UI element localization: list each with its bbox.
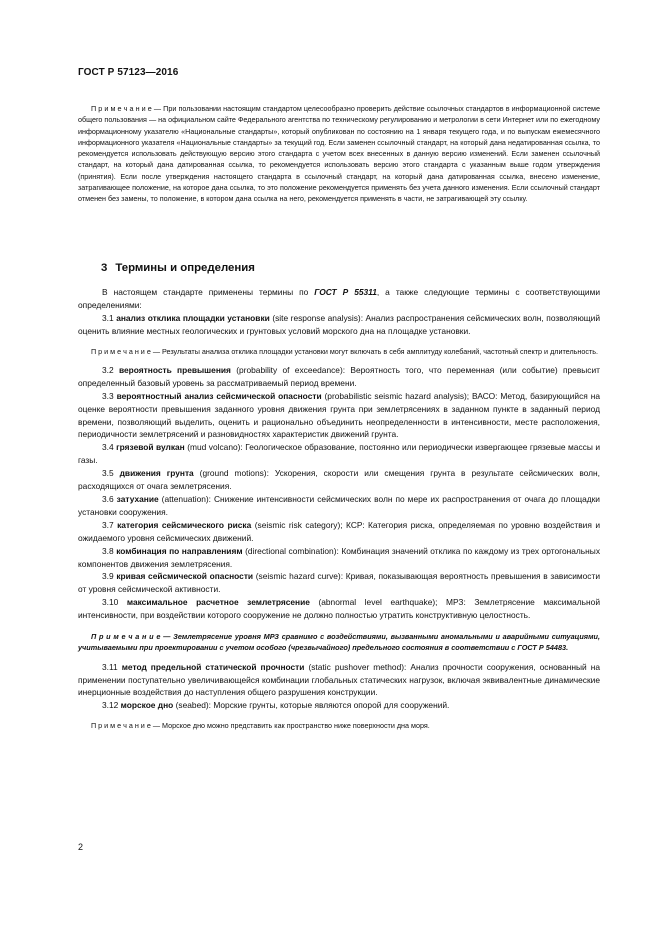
- intro-text-end: , а также следующие термины с соответствующими определениями:: [78, 287, 601, 310]
- intro-reference: ГОСТ Р 55311: [314, 287, 377, 297]
- term-3-11: [78, 661, 600, 700]
- term-3-6: [78, 493, 600, 519]
- term-3-8: [78, 545, 600, 571]
- note-3-1: [78, 346, 600, 357]
- term-name: метод предельной статической прочности: [121, 661, 305, 672]
- intro-paragraph: [78, 286, 600, 312]
- term-3-7: [78, 519, 600, 545]
- intro-text: В настоящем стандарте применены термины по: [102, 287, 315, 297]
- term-definition: (seismic hazard curve): Кривая, показывающая вероятность превышения в зависимости от уровня сейсмической активности.: [78, 571, 601, 595]
- term-name: категория сейсмического риска: [117, 519, 252, 530]
- term-definition: (ground motions): Ускорения, скорости или смещения грунта в результате сейсмических волн, расходящихся от очага землетрясения.: [78, 468, 600, 492]
- term-definition: (seismic risk category); КСР: Категория риска, определяемая по уровню воздействия и ожидаемого уровня сейсмических движений.: [78, 519, 600, 543]
- term-3-12: [78, 699, 600, 712]
- term-definition: (directional combination): Комбинация значений отклика по каждому из трех ортогональных компонентов движения землетрясения.: [78, 545, 601, 569]
- term-definition: (probability of exceedance): Вероятность того, что переменная (или событие) превысит определенный базовый уровень за рассматриваемый период времени.: [78, 364, 600, 388]
- term-3-1: [78, 312, 600, 338]
- term-name: движения грунта: [119, 468, 194, 479]
- term-name: анализ отклика площадки установки: [116, 312, 270, 323]
- term-name: комбинация по направлениям: [116, 545, 243, 556]
- term-definition: (probabilistic seismic hazard analysis); ВАСО: Метод, базирующийся на оценке вероятности превышения заданного уровня движения грунта при землетрясениях в заданном пункте в заданный период времени, позволяющий выделить, оценить и рационально объединить неопределенности в интенсивности, месте расположения, периодичности землетрясений и разновидностях характеристик движений грунта.: [78, 390, 600, 440]
- term-definition: (static pushover method): Анализ прочности сооружения, основанный на применении поступательно увеличивающейся комбинации глобальных статических нагрузок, включая эквивалентные динамические инерционные воздействия до наступления общего разрушения конструкции.: [78, 661, 600, 698]
- term-number: 3.2: [102, 364, 114, 375]
- term-number: 3.5: [102, 468, 114, 479]
- section-heading: [101, 262, 263, 274]
- term-definition: (attenuation): Снижение интенсивности сейсмических волн по мере их распространения от очага до площадки установки сооружения.: [78, 493, 600, 517]
- note-3-10: [78, 631, 600, 654]
- term-3-3: [78, 390, 600, 442]
- term-number: 3.9: [102, 571, 114, 582]
- term-name: грязевой вулкан: [116, 442, 185, 453]
- note-label: П р и м е ч а н и е: [91, 632, 161, 642]
- note-label: П р и м е ч а н и е: [91, 346, 151, 356]
- term-number: 3.6: [102, 493, 114, 504]
- note-text: — Результаты анализа отклика площадки установки могут включать в себя амплитуду колебаний, частотный спектр и длительность.: [150, 346, 598, 356]
- term-number: 3.1: [102, 312, 114, 323]
- section-body: [78, 286, 600, 739]
- term-name: кривая сейсмической опасности: [116, 571, 254, 582]
- top-note-block: [78, 103, 600, 205]
- term-3-5: [78, 467, 600, 493]
- term-number: 3.12: [102, 700, 119, 711]
- term-name: затухание: [116, 493, 159, 504]
- term-3-2: [78, 364, 600, 390]
- term-definition: (abnormal level earthquake); МРЗ: Землетрясение максимальной интенсивности, при воздействии которого сооружение не должно полностью утратить конструктивную целостность.: [78, 597, 601, 621]
- note-text: — При пользовании настоящим стандартом целесообразно проверить действие ссылочных стандартов в информационной системе общего пользования — на официальном сайте Федерального агентства по техническому регулированию и метрологии в сети Интернет или по ежегодному информационному указателю «Национальные стандарты», который опубликован по состоянию на 1 января текущего года, и по выпускам ежемесячного информационного указателя «Национальные стандарты» за текущий год. Если заменен ссылочный стандарт, на который дана недатированная ссылка, то рекомендуется использовать действующую версию этого стандарта с учетом всех внесенных в данную версию изменений. Если заменен ссылочный стандарт, на который дана датированная ссылка, то рекомендуется использовать версию этого стандарта с указанным выше годом утверждения (принятия). Если после утверждения настоящего стандарта в ссылочный стандарт, на который дана датированная ссылка, внесено изменение, затрагивающее положение, на которое дана ссылка, то это положение рекомендуется применять без учета данного изменения. Если ссылочный стандарт отменен без замены, то положение, в котором дана ссылка на него, рекомендуется применять в части, не затрагивающей эту ссылку.: [78, 104, 600, 204]
- standard-header: ГОСТ Р 57123—2016: [78, 67, 179, 78]
- term-name: вероятность превышения: [118, 364, 231, 375]
- term-number: 3.4: [102, 442, 114, 453]
- term-3-4: [78, 441, 600, 467]
- section-number: 3: [101, 262, 108, 274]
- term-number: 3.10: [102, 597, 119, 608]
- term-3-9: [78, 570, 600, 596]
- note-label: П р и м е ч а н и е: [91, 721, 151, 731]
- term-name: морское дно: [120, 700, 174, 711]
- term-3-10: [78, 596, 600, 622]
- term-definition: (seabed): Морские грунты, которые являются опорой для сооружений.: [173, 700, 450, 711]
- note-text: — Морское дно можно представить как пространство ниже поверхности дна моря.: [150, 721, 430, 731]
- term-number: 3.7: [102, 519, 114, 530]
- note-label: П р и м е ч а н и е: [91, 104, 152, 113]
- page-number: 2: [78, 842, 84, 852]
- section-title: Термины и определения: [115, 262, 255, 274]
- note-text: — Землетрясение уровня МРЗ сравнимо с воздействиями, вызванными аномальными и аварийными ситуациями, учитываемыми при проектировании с учетом особого (чрезвычайного) предельного состояния в соответствии с ГОСТ Р 54483.: [78, 632, 600, 653]
- note-3-12: [78, 720, 600, 731]
- term-number: 3.11: [102, 661, 118, 672]
- top-note: [78, 103, 600, 205]
- term-definition: (mud volcano): Геологическое образование, постоянно или периодически извергающее грязевые массы и газы.: [78, 442, 601, 466]
- term-name: вероятностный анализ сейсмической опасности: [116, 390, 322, 401]
- term-number: 3.8: [102, 545, 114, 556]
- term-number: 3.3: [102, 390, 114, 401]
- term-definition: (site response analysis): Анализ распространения сейсмических волн, позволяющий оценить влияние местных геологических и грунтовых условий морского дна на площадке установки.: [78, 312, 600, 336]
- term-name: максимальное расчетное землетрясение: [126, 597, 310, 608]
